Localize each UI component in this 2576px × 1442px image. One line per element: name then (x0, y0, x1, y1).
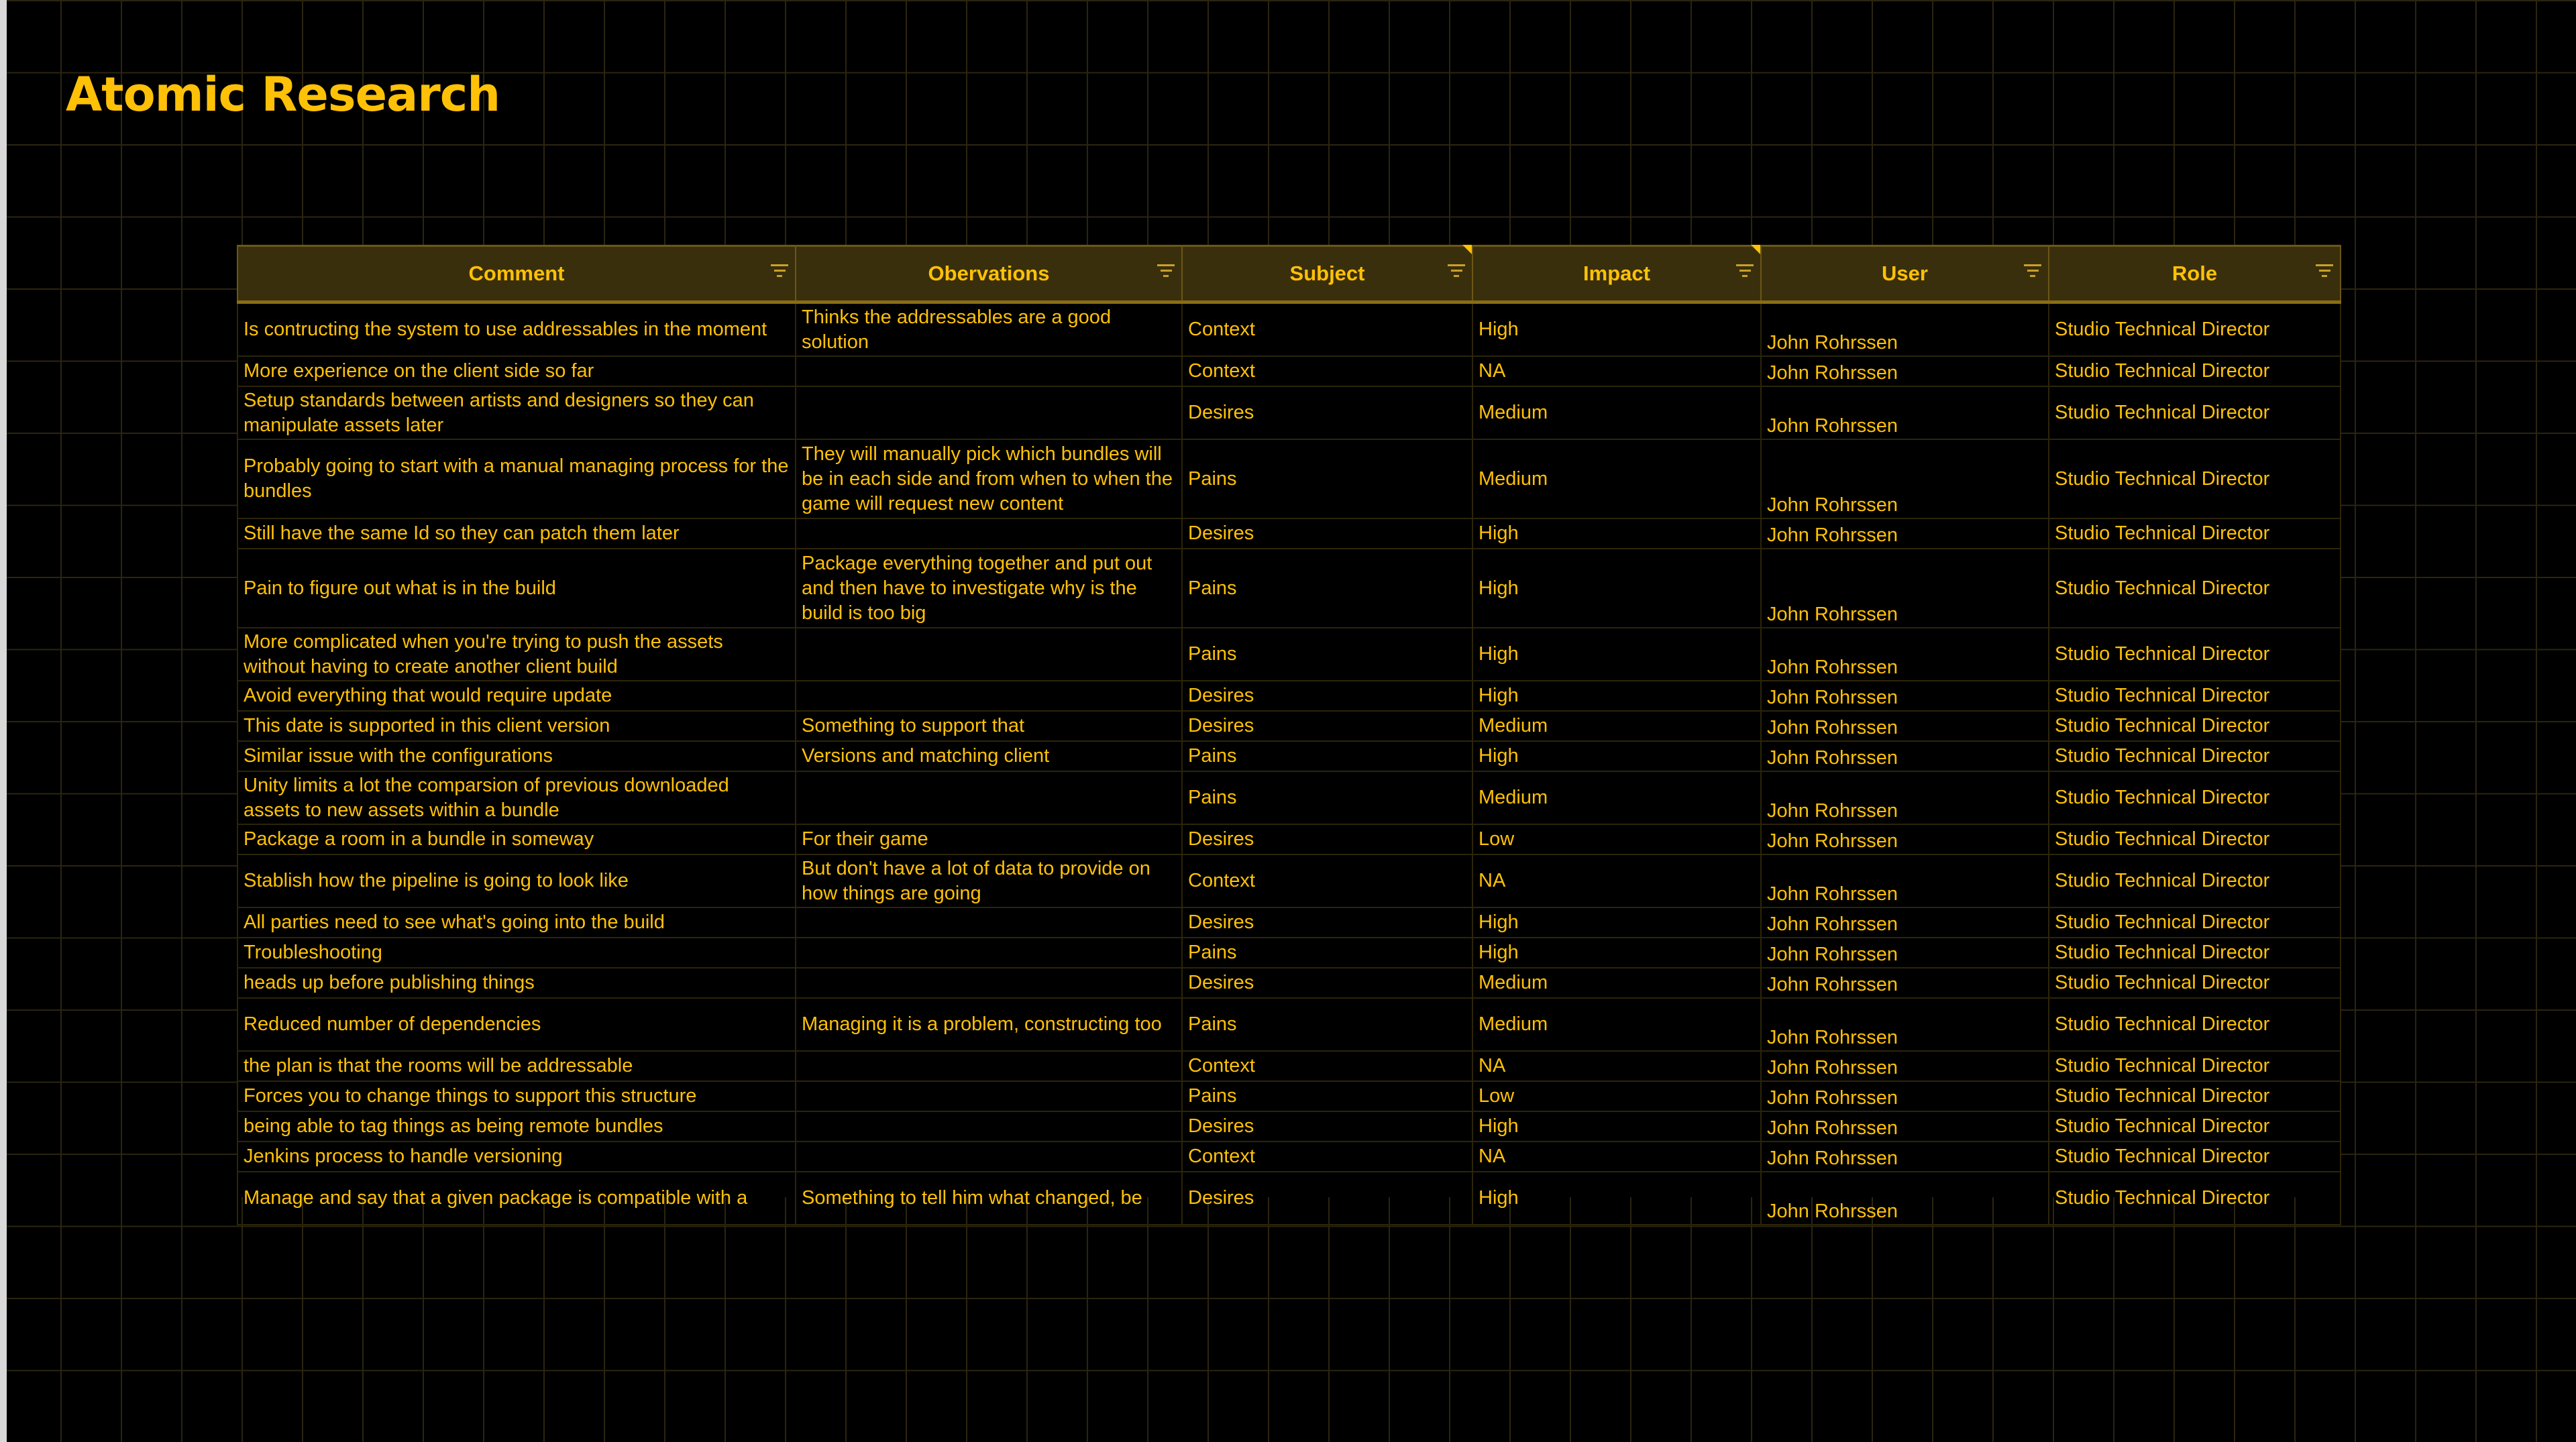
cell-observation[interactable] (796, 968, 1182, 998)
research-table-container[interactable] (237, 245, 2340, 1222)
cell-comment[interactable]: Unity limits a lot the comparsion of previous downloaded assets to new assets within a bundle (237, 771, 796, 824)
column-header-observations[interactable] (796, 246, 1182, 302)
cell-impact[interactable]: High (1472, 1111, 1761, 1142)
cell-observation[interactable]: Versions and matching client (796, 741, 1182, 771)
table-row[interactable] (237, 439, 2341, 518)
cell-role[interactable]: Studio Technical Director (2049, 518, 2341, 549)
column-header-label: Obervations (928, 262, 1050, 285)
research-table (237, 245, 2341, 1225)
cell-comment[interactable]: Troubleshooting (237, 938, 796, 968)
cell-comment[interactable]: being able to tag things as being remote bundles (237, 1111, 796, 1142)
cell-role[interactable]: Studio Technical Director (2049, 711, 2341, 741)
column-header-label: Comment (468, 262, 565, 285)
cell-user[interactable]: John Rohrssen (1761, 628, 2049, 681)
cell-subject[interactable]: Desires (1182, 711, 1472, 741)
table-row[interactable] (237, 938, 2341, 968)
column-header-role[interactable] (2049, 246, 2341, 302)
cell-impact[interactable]: NA (1472, 854, 1761, 907)
cell-user[interactable]: John Rohrssen (1761, 907, 2049, 938)
table-row[interactable] (237, 356, 2341, 386)
cell-role[interactable]: Studio Technical Director (2049, 1081, 2341, 1111)
cell-impact[interactable]: Medium (1472, 998, 1761, 1051)
cell-comment[interactable]: the plan is that the rooms will be addressable (237, 1051, 796, 1081)
cell-subject[interactable]: Context (1182, 1051, 1472, 1081)
column-header-impact[interactable] (1472, 246, 1761, 302)
cell-comment[interactable]: Manage and say that a given package is compatible with a (237, 1172, 796, 1225)
cell-subject[interactable]: Desires (1182, 386, 1472, 439)
window-frame-edge (0, 0, 7, 1442)
cell-impact[interactable]: Medium (1472, 386, 1761, 439)
cell-user[interactable]: John Rohrssen (1761, 938, 2049, 968)
cell-observation[interactable] (796, 518, 1182, 549)
table-row[interactable] (237, 1111, 2341, 1142)
cell-user[interactable]: John Rohrssen (1761, 439, 2049, 518)
cell-impact[interactable]: High (1472, 302, 1761, 357)
cell-comment[interactable]: heads up before publishing things (237, 968, 796, 998)
cell-comment[interactable]: More complicated when you're trying to push the assets without having to create another client build (237, 628, 796, 681)
cell-comment[interactable]: Still have the same Id so they can patch them later (237, 518, 796, 549)
table-row[interactable] (237, 907, 2341, 938)
cell-comment[interactable]: Forces you to change things to support this structure (237, 1081, 796, 1111)
filter-icon[interactable] (2024, 264, 2041, 279)
table-row[interactable] (237, 771, 2341, 824)
cell-observation[interactable] (796, 771, 1182, 824)
cell-comment[interactable]: Pain to figure out what is in the build (237, 549, 796, 628)
cell-user[interactable]: John Rohrssen (1761, 1142, 2049, 1172)
cell-user[interactable]: John Rohrssen (1761, 302, 2049, 357)
cell-role[interactable]: Studio Technical Director (2049, 628, 2341, 681)
cell-impact[interactable]: Low (1472, 1081, 1761, 1111)
cell-observation[interactable] (796, 907, 1182, 938)
cell-subject[interactable]: Desires (1182, 824, 1472, 854)
cell-role[interactable]: Studio Technical Director (2049, 1172, 2341, 1225)
cell-impact[interactable]: Medium (1472, 711, 1761, 741)
cell-subject[interactable]: Desires (1182, 907, 1472, 938)
cell-comment[interactable]: Avoid everything that would require update (237, 681, 796, 711)
cell-role[interactable]: Studio Technical Director (2049, 907, 2341, 938)
cell-user[interactable]: John Rohrssen (1761, 549, 2049, 628)
cell-subject[interactable]: Desires (1182, 518, 1472, 549)
filter-icon[interactable] (771, 264, 788, 279)
table-row[interactable] (237, 1172, 2341, 1225)
cell-role[interactable]: Studio Technical Director (2049, 1142, 2341, 1172)
table-row[interactable] (237, 711, 2341, 741)
table-row[interactable] (237, 386, 2341, 439)
cell-observation[interactable]: For their game (796, 824, 1182, 854)
cell-impact[interactable]: High (1472, 628, 1761, 681)
cell-user[interactable]: John Rohrssen (1761, 741, 2049, 771)
cell-comment[interactable]: Similar issue with the configurations (237, 741, 796, 771)
cell-role[interactable]: Studio Technical Director (2049, 771, 2341, 824)
cell-subject[interactable]: Context (1182, 356, 1472, 386)
cell-impact[interactable]: Medium (1472, 771, 1761, 824)
cell-subject[interactable]: Pains (1182, 1081, 1472, 1111)
cell-observation[interactable]: Something to tell him what changed, be (796, 1172, 1182, 1225)
cell-user[interactable]: John Rohrssen (1761, 386, 2049, 439)
column-header-subject[interactable] (1182, 246, 1472, 302)
cell-user[interactable]: John Rohrssen (1761, 824, 2049, 854)
cell-role[interactable]: Studio Technical Director (2049, 302, 2341, 357)
table-row[interactable] (237, 854, 2341, 907)
table-row[interactable] (237, 518, 2341, 549)
cell-impact[interactable]: NA (1472, 1051, 1761, 1081)
cell-subject[interactable]: Pains (1182, 741, 1472, 771)
cell-impact[interactable]: High (1472, 518, 1761, 549)
table-row[interactable] (237, 549, 2341, 628)
cell-role[interactable]: Studio Technical Director (2049, 741, 2341, 771)
table-body (237, 302, 2341, 1225)
cell-comment[interactable]: This date is supported in this client version (237, 711, 796, 741)
cell-user[interactable]: John Rohrssen (1761, 518, 2049, 549)
cell-user[interactable]: John Rohrssen (1761, 854, 2049, 907)
table-row[interactable] (237, 968, 2341, 998)
column-header-label: Subject (1289, 262, 1365, 285)
cell-role[interactable]: Studio Technical Director (2049, 386, 2341, 439)
cell-impact[interactable]: NA (1472, 356, 1761, 386)
cell-comment[interactable]: Jenkins process to handle versioning (237, 1142, 796, 1172)
cell-impact[interactable]: High (1472, 938, 1761, 968)
cell-comment[interactable]: Package a room in a bundle in someway (237, 824, 796, 854)
cell-comment[interactable]: More experience on the client side so far (237, 356, 796, 386)
cell-impact[interactable]: High (1472, 1172, 1761, 1225)
cell-subject[interactable]: Desires (1182, 968, 1472, 998)
cell-subject[interactable]: Context (1182, 1142, 1472, 1172)
cell-observation[interactable]: Package everything together and put out and then have to investigate why is the build is too big (796, 549, 1182, 628)
cell-subject[interactable]: Pains (1182, 938, 1472, 968)
header-row (237, 246, 2341, 302)
cell-role[interactable]: Studio Technical Director (2049, 681, 2341, 711)
cell-user[interactable]: John Rohrssen (1761, 681, 2049, 711)
cell-user[interactable]: John Rohrssen (1761, 1051, 2049, 1081)
cell-role[interactable]: Studio Technical Director (2049, 439, 2341, 518)
cell-role[interactable]: Studio Technical Director (2049, 356, 2341, 386)
column-header-label: Role (2171, 262, 2218, 285)
cell-user[interactable]: John Rohrssen (1761, 711, 2049, 741)
filter-icon[interactable] (1157, 264, 1175, 279)
cell-impact[interactable]: High (1472, 907, 1761, 938)
table-row[interactable] (237, 741, 2341, 771)
cell-user[interactable]: John Rohrssen (1761, 1081, 2049, 1111)
cell-user[interactable]: John Rohrssen (1761, 771, 2049, 824)
cell-user[interactable]: John Rohrssen (1761, 968, 2049, 998)
column-header-comment[interactable] (237, 246, 796, 302)
cell-comment[interactable]: Setup standards between artists and designers so they can manipulate assets later (237, 386, 796, 439)
table-row[interactable] (237, 628, 2341, 681)
table-row[interactable] (237, 1142, 2341, 1172)
cell-observation[interactable] (796, 1111, 1182, 1142)
cell-impact[interactable]: NA (1472, 1142, 1761, 1172)
cell-observation[interactable] (796, 938, 1182, 968)
cell-observation[interactable] (796, 1081, 1182, 1111)
cell-subject[interactable]: Pains (1182, 628, 1472, 681)
cell-subject[interactable]: Desires (1182, 1111, 1472, 1142)
table-row[interactable] (237, 1051, 2341, 1081)
column-header-label: Impact (1583, 262, 1650, 285)
table-row[interactable] (237, 681, 2341, 711)
cell-observation[interactable]: They will manually pick which bundles will be in each side and from when to when the game will request new content (796, 439, 1182, 518)
cell-subject[interactable]: Context (1182, 854, 1472, 907)
comment-indicator-icon (1462, 245, 1472, 254)
cell-observation[interactable]: Managing it is a problem, constructing too (796, 998, 1182, 1051)
table-row[interactable] (237, 998, 2341, 1051)
cell-comment[interactable]: Reduced number of dependencies (237, 998, 796, 1051)
page-title: Atomic Research (66, 67, 500, 122)
cell-role[interactable]: Studio Technical Director (2049, 824, 2341, 854)
cell-subject[interactable]: Pains (1182, 771, 1472, 824)
cell-subject[interactable]: Pains (1182, 439, 1472, 518)
cell-role[interactable]: Studio Technical Director (2049, 1051, 2341, 1081)
cell-role[interactable]: Studio Technical Director (2049, 854, 2341, 907)
table-row[interactable] (237, 1081, 2341, 1111)
cell-observation[interactable] (796, 1051, 1182, 1081)
column-header-user[interactable] (1761, 246, 2049, 302)
cell-role[interactable]: Studio Technical Director (2049, 549, 2341, 628)
cell-subject[interactable]: Pains (1182, 549, 1472, 628)
table-row[interactable] (237, 824, 2341, 854)
cell-observation[interactable] (796, 1142, 1182, 1172)
cell-user[interactable]: John Rohrssen (1761, 1111, 2049, 1142)
table-row[interactable] (237, 302, 2341, 357)
cell-role[interactable]: Studio Technical Director (2049, 998, 2341, 1051)
cell-observation[interactable] (796, 356, 1182, 386)
cell-impact[interactable]: High (1472, 549, 1761, 628)
cell-observation[interactable] (796, 628, 1182, 681)
filter-icon[interactable] (1736, 264, 1754, 279)
cell-user[interactable]: John Rohrssen (1761, 356, 2049, 386)
cell-impact[interactable]: Medium (1472, 439, 1761, 518)
cell-observation[interactable]: Something to support that (796, 711, 1182, 741)
column-header-label: User (1882, 262, 1928, 285)
cell-user[interactable]: John Rohrssen (1761, 1172, 2049, 1225)
cell-role[interactable]: Studio Technical Director (2049, 1111, 2341, 1142)
cell-subject[interactable]: Context (1182, 302, 1472, 357)
cell-observation[interactable] (796, 681, 1182, 711)
cell-observation[interactable] (796, 386, 1182, 439)
filter-icon[interactable] (1448, 264, 1465, 279)
cell-observation[interactable]: Thinks the addressables are a good solution (796, 302, 1182, 357)
filter-icon[interactable] (2316, 264, 2333, 279)
cell-subject[interactable]: Pains (1182, 998, 1472, 1051)
cell-comment[interactable]: Is contructing the system to use addressables in the moment (237, 302, 796, 357)
cell-observation[interactable]: But don't have a lot of data to provide on how things are going (796, 854, 1182, 907)
cell-comment[interactable]: Stablish how the pipeline is going to look like (237, 854, 796, 907)
cell-impact[interactable]: Low (1472, 824, 1761, 854)
cell-subject[interactable]: Desires (1182, 1172, 1472, 1225)
cell-comment[interactable]: All parties need to see what's going into the build (237, 907, 796, 938)
cell-comment[interactable]: Probably going to start with a manual managing process for the bundles (237, 439, 796, 518)
cell-role[interactable]: Studio Technical Director (2049, 968, 2341, 998)
cell-subject[interactable]: Desires (1182, 681, 1472, 711)
cell-impact[interactable]: High (1472, 741, 1761, 771)
cell-role[interactable]: Studio Technical Director (2049, 938, 2341, 968)
comment-indicator-icon (1751, 245, 1760, 254)
cell-user[interactable]: John Rohrssen (1761, 998, 2049, 1051)
cell-impact[interactable]: Medium (1472, 968, 1761, 998)
cell-impact[interactable]: High (1472, 681, 1761, 711)
